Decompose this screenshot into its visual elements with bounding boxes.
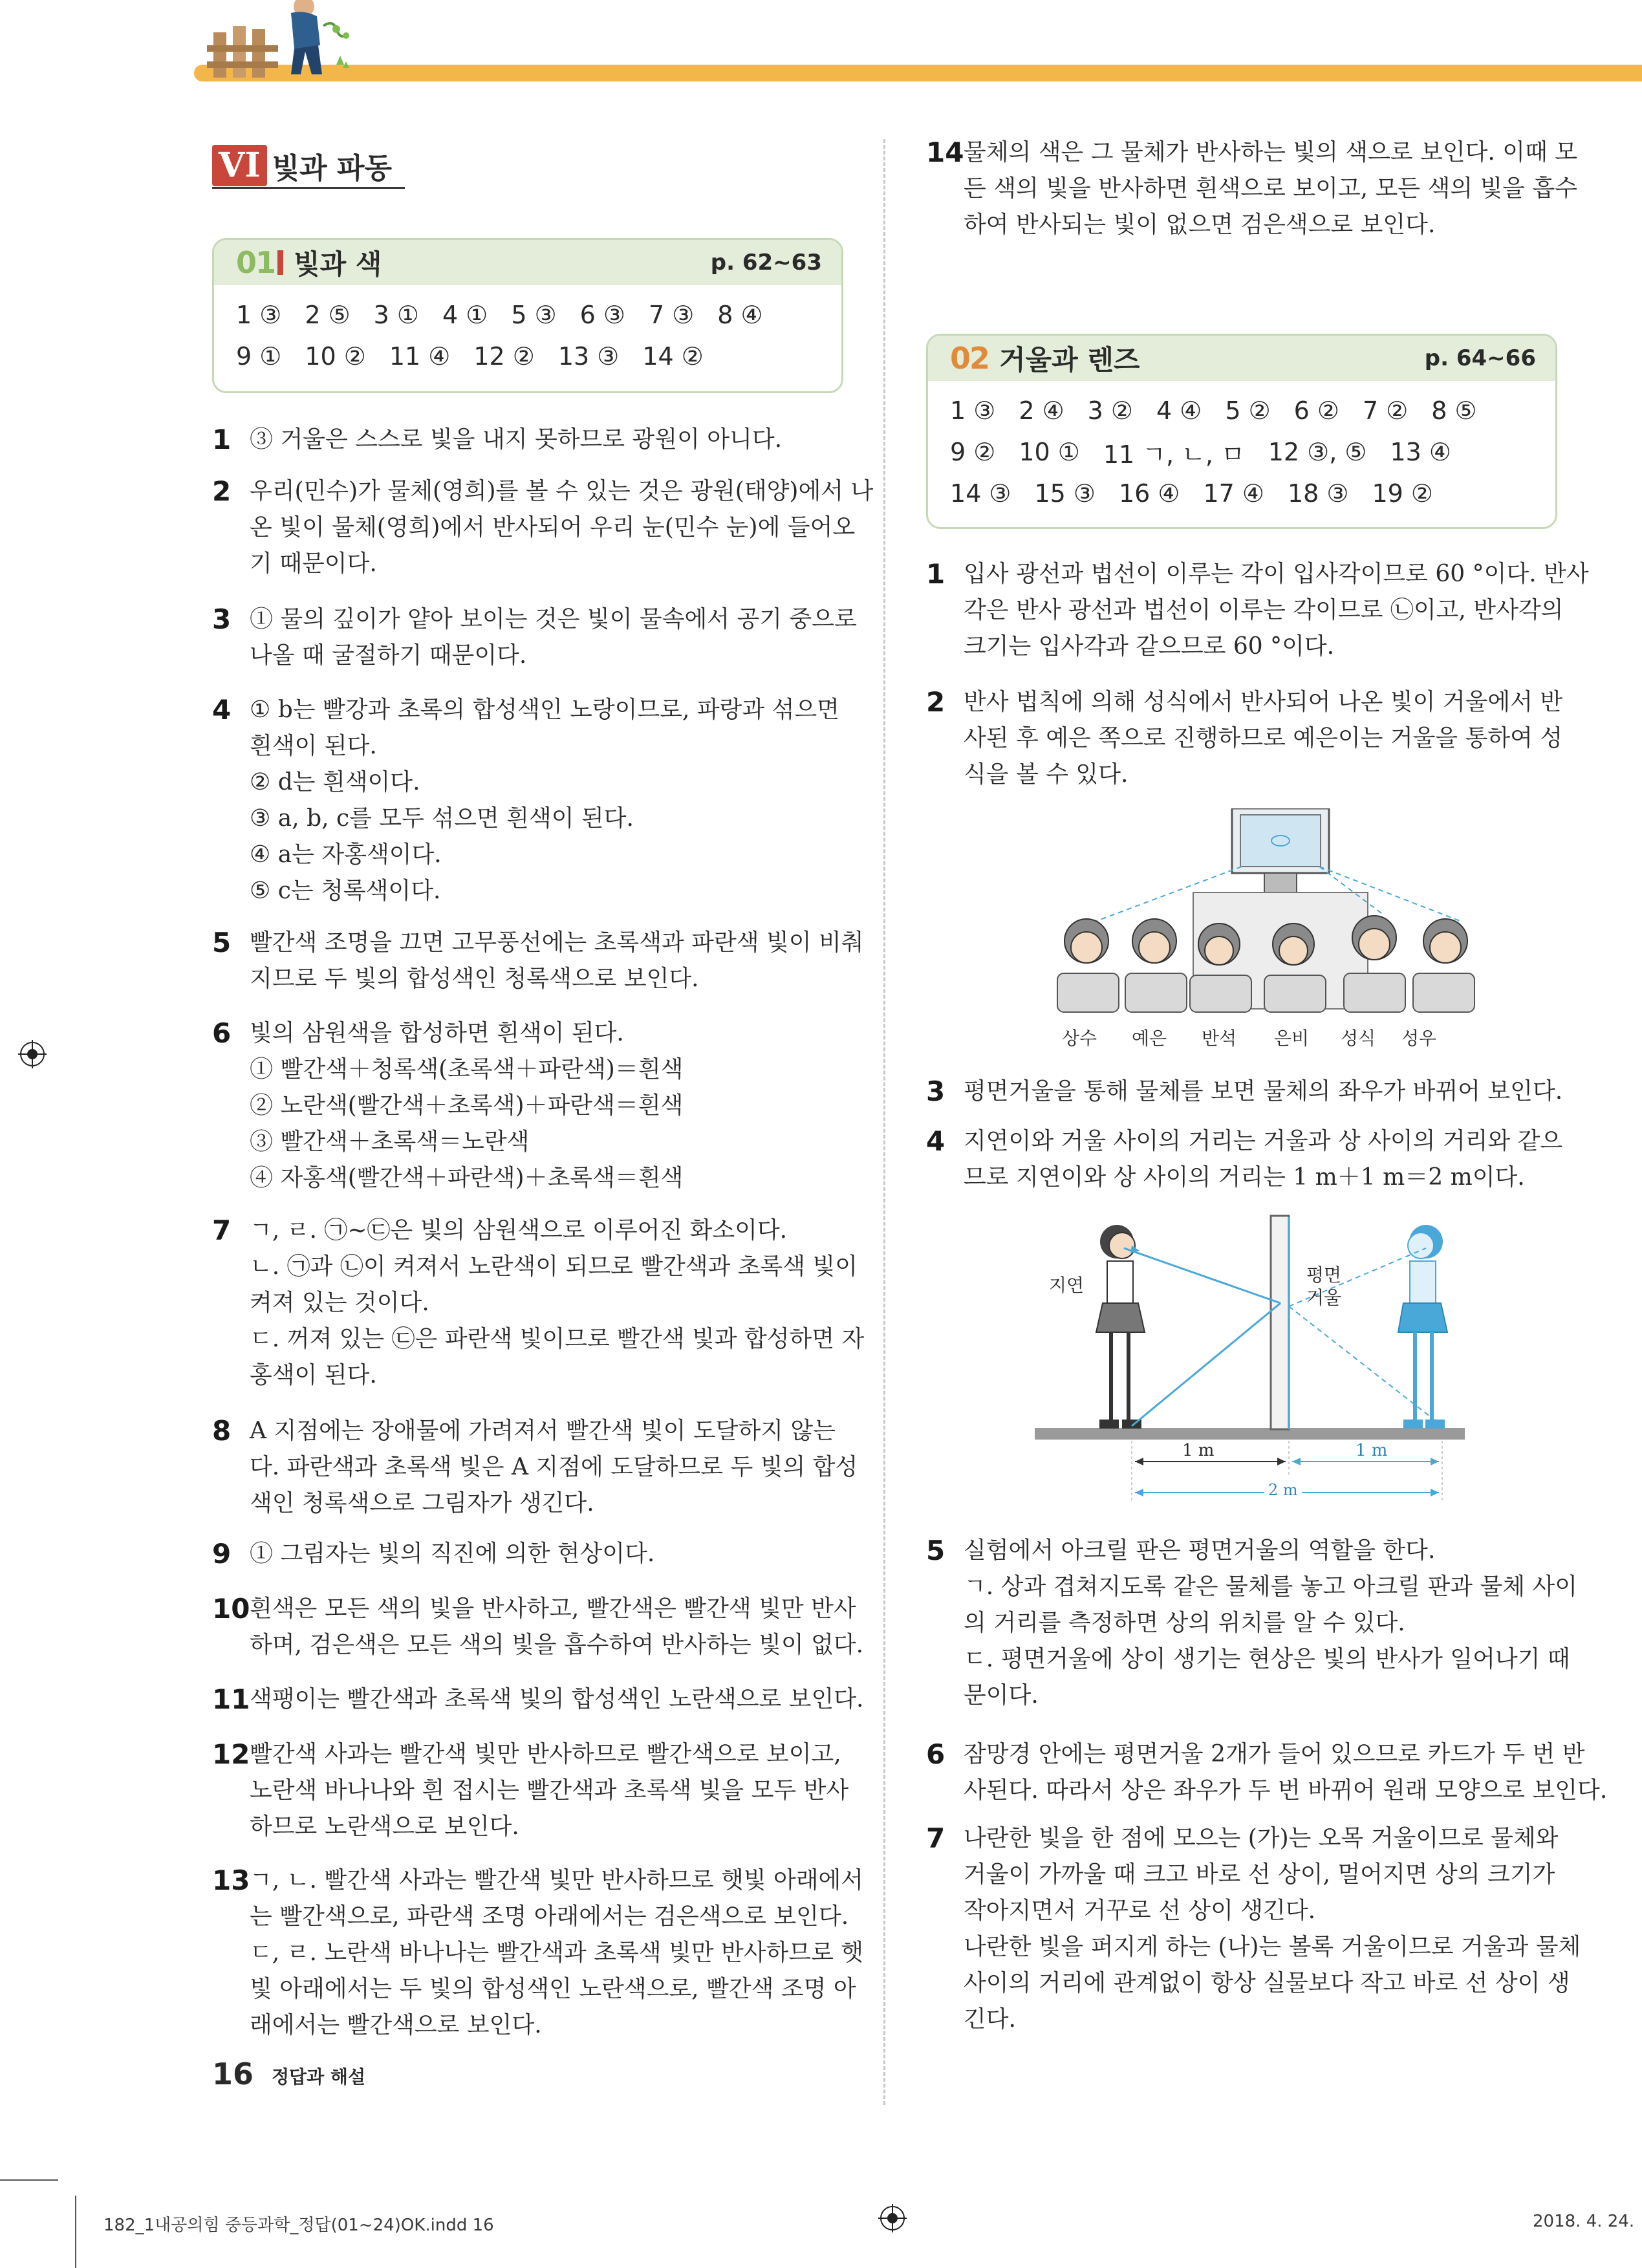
section-badge: VI — [212, 145, 267, 186]
explanation-item — [212, 925, 864, 997]
figure-label-2: 예은 — [1132, 1028, 1167, 1049]
explanation-item — [212, 601, 857, 674]
unit-number-bar — [277, 250, 283, 275]
explanation-item — [926, 135, 1578, 243]
explanation-text — [250, 925, 864, 997]
answer-item: 1 ③ — [950, 396, 996, 425]
explanation-line: ③ 빨간색＋초록색＝노란색 — [250, 1129, 530, 1155]
page-number: 16 — [212, 2057, 254, 2091]
distance-label-1: 1 m — [1178, 1441, 1218, 1460]
explanation-item — [212, 473, 874, 582]
explanation-line: 작아지면서 거꾸로 선 상이 생긴다. — [964, 1897, 1316, 1924]
explanation-number: 4 — [212, 694, 232, 726]
explanation-line: 의 거리를 측정하면 상의 위치를 알 수 있다. — [964, 1610, 1405, 1636]
explanation-number: 1 — [212, 424, 232, 455]
explanation-line: 하므로 노란색으로 보인다. — [250, 1813, 519, 1840]
figure-label-6: 성우 — [1401, 1028, 1437, 1049]
explanation-item — [212, 1413, 858, 1522]
explanation-text — [964, 1533, 1578, 1714]
explanation-line: 문이다. — [964, 1682, 1039, 1709]
explanation-number: 9 — [212, 1538, 232, 1570]
explanation-line: 입사 광선과 법선이 이루는 각이 입사각이므로 60 °이다. 반사 — [964, 561, 1589, 587]
answer-row — [950, 431, 1533, 473]
explanation-item — [926, 1533, 1578, 1714]
answer-item: 7 ② — [1362, 396, 1409, 425]
explanation-line: 식을 볼 수 있다. — [964, 761, 1129, 788]
explanation-text — [964, 556, 1589, 665]
explanation-line: 각은 반사 광선과 법선이 이루는 각이므로 ㉡이고, 반사각의 — [964, 597, 1564, 623]
explanation-number: 11 — [212, 1683, 250, 1715]
explanation-item — [212, 1015, 852, 1196]
answer-box-header — [928, 336, 1555, 381]
explanation-line: 켜져 있는 것이다. — [250, 1290, 429, 1316]
unit-number: 01 — [236, 245, 275, 280]
answer-item: 12 ③, ⑤ — [1268, 438, 1367, 466]
explanation-text — [964, 1820, 1581, 2038]
explanation-line: 래에서는 빨간색으로 보인다. — [250, 2012, 542, 2038]
answer-item: 10 ① — [1019, 438, 1080, 466]
answer-item: 9 ② — [950, 438, 996, 466]
explanation-line: 잠망경 안에는 평면거울 2개가 들어 있으므로 카드가 두 번 반 — [964, 1741, 1585, 1767]
explanation-line: A 지점에는 장애물에 가려져서 빨간색 빛이 도달하지 않는 — [250, 1418, 836, 1444]
answer-item: 6 ② — [1293, 396, 1339, 425]
answer-item: 2 ④ — [1019, 396, 1064, 425]
explanation-item — [926, 1123, 1566, 1196]
gardener-illustration — [259, 0, 356, 78]
answer-item: 4 ④ — [1156, 396, 1202, 425]
explanation-item — [926, 556, 1589, 665]
plane-mirror-figure — [1028, 1203, 1481, 1500]
explanation-number: 3 — [926, 1075, 945, 1107]
explanation-number: 3 — [212, 603, 232, 635]
explanation-line: 노란색 바나나와 흰 접시는 빨간색과 초록색 빛을 모두 반사 — [250, 1777, 849, 1804]
distance-label-2: 1 m — [1352, 1441, 1391, 1460]
explanation-line: ① b는 빨강과 초록의 합성색인 노랑이므로, 파랑과 섞으면 — [250, 697, 839, 723]
answer-item: 14 ③ — [950, 479, 1011, 508]
date-info: 2018. 4. 24. — [1533, 2212, 1635, 2231]
figure-label-4: 은비 — [1274, 1028, 1310, 1049]
explanation-number: 6 — [212, 1017, 232, 1049]
explanation-number: 5 — [212, 927, 232, 958]
explanation-text — [250, 1681, 864, 1718]
explanation-item — [926, 1736, 1608, 1809]
explanation-text — [964, 1123, 1566, 1196]
explanation-line: ④ a는 자홍색이다. — [250, 841, 442, 868]
answer-item: 18 ③ — [1288, 479, 1349, 508]
explanation-text — [250, 473, 874, 582]
explanation-text — [250, 601, 857, 674]
unit-pages: p. 62~63 — [710, 250, 822, 275]
explanation-number: 8 — [212, 1415, 232, 1447]
crop-mark — [75, 2196, 76, 2268]
explanation-line: 하여 반사되는 빛이 없으면 검은색으로 보인다. — [964, 211, 1436, 238]
explanation-text — [964, 1074, 1566, 1110]
explanation-number: 13 — [212, 1864, 250, 1896]
answer-box-01 — [212, 238, 843, 393]
explanation-number: 1 — [926, 558, 945, 590]
explanation-line: 평면거울을 통해 물체를 보면 물체의 좌우가 바뀌어 보인다. — [964, 1078, 1563, 1105]
explanation-text — [964, 1736, 1608, 1809]
explanation-line: 빨간색 사과는 빨간색 빛만 반사하므로 빨간색으로 보이고, — [250, 1741, 841, 1767]
answer-item: 17 ④ — [1203, 479, 1264, 508]
answer-item: 10 ② — [305, 342, 366, 371]
answer-item: 4 ① — [442, 301, 488, 329]
explanation-text — [250, 692, 852, 909]
crop-mark — [0, 2179, 58, 2181]
explanation-item — [212, 1736, 852, 1845]
unit-title: 빛과 색 — [294, 248, 382, 280]
person-label: 지연 — [1049, 1275, 1085, 1296]
explanation-line: ② 노란색(빨간색＋초록색)＋파란색＝흰색 — [250, 1092, 684, 1119]
explanation-line: 므로 지연이와 상 사이의 거리는 1 m＋1 m＝2 m이다. — [964, 1164, 1525, 1191]
answer-box-header — [214, 240, 841, 285]
answer-item: 8 ⑤ — [1431, 396, 1477, 425]
explanation-item — [926, 1820, 1581, 2038]
explanation-line: 사된 후 예은 쪽으로 진행하므로 예은이는 거울을 통하여 성 — [964, 725, 1563, 751]
explanation-line: ㄷ. 꺼져 있는 ㉢은 파란색 빛이므로 빨간색 빛과 합성하면 자 — [250, 1326, 865, 1352]
answer-row — [236, 336, 819, 377]
explanation-text — [250, 1536, 852, 1572]
explanation-line: 나올 때 굴절하기 때문이다. — [250, 642, 527, 669]
explanation-line: 나란한 빛을 퍼지게 하는 (나)는 볼록 거울이므로 거울과 물체 — [964, 1934, 1581, 1960]
answer-item: 11 ④ — [389, 342, 451, 371]
registration-mark-icon — [18, 1040, 47, 1068]
explanation-line: 온 빛이 물체(영희)에서 반사되어 우리 눈(민수 눈)에 들어오 — [250, 514, 856, 541]
figure-label-5: 성식 — [1341, 1028, 1376, 1049]
explanation-text — [250, 1736, 852, 1845]
answer-item: 5 ③ — [511, 301, 557, 329]
answer-item: 3 ② — [1087, 396, 1133, 425]
explanation-line: 하며, 검은색은 모든 색의 빛을 흡수하여 반사하는 빛이 없다. — [250, 1632, 864, 1658]
explanation-line: 는 빨간색으로, 파란색 조명 아래에서는 검은색으로 보인다. — [250, 1903, 849, 1930]
explanation-line: ㄷ. 평면거울에 상이 생기는 현상은 빛의 반사가 일어나기 때 — [964, 1646, 1570, 1672]
registration-mark-icon — [878, 2204, 907, 2232]
explanation-number: 2 — [926, 686, 945, 718]
answer-item: 12 ② — [473, 342, 535, 371]
answer-item: 14 ② — [642, 342, 704, 371]
mirror-label-line1: 평면 — [1306, 1264, 1342, 1286]
answer-item: 2 ⑤ — [305, 301, 351, 329]
explanation-number: 4 — [926, 1125, 945, 1157]
page-label: 정답과 해설 — [272, 2066, 365, 2088]
answer-row — [236, 294, 819, 336]
explanation-number: 10 — [212, 1593, 250, 1625]
explanation-number: 5 — [926, 1535, 945, 1566]
explanation-item — [212, 1591, 864, 1663]
header-bar — [194, 65, 1642, 81]
explanation-line: 빨간색 조명을 끄면 고무풍선에는 초록색과 파란색 빛이 비춰 — [250, 929, 864, 956]
answer-item: 5 ② — [1225, 396, 1271, 425]
explanation-line: 빛의 삼원색을 합성하면 흰색이 된다. — [250, 1020, 624, 1046]
explanation-item — [212, 692, 852, 909]
explanation-line: 홍색이 된다. — [250, 1362, 377, 1388]
answer-item: 9 ① — [236, 342, 282, 371]
explanation-item — [926, 684, 1566, 793]
explanation-item — [212, 1863, 864, 2044]
explanation-line: 지연이와 거울 사이의 거리는 거울과 상 사이의 거리와 같으 — [964, 1128, 1563, 1154]
explanation-text — [250, 1591, 864, 1663]
explanation-text — [250, 1015, 852, 1196]
answer-box-02 — [926, 334, 1557, 529]
explanation-line: 거울이 가까울 때 크고 바로 선 상이, 멀어지면 상의 크기가 — [964, 1861, 1555, 1888]
explanation-number: 2 — [212, 475, 232, 507]
answer-item: 7 ③ — [648, 301, 695, 329]
answer-item: 6 ③ — [579, 301, 625, 329]
explanation-line: 흰색이 된다. — [250, 733, 377, 759]
figure-label-3: 반석 — [1202, 1028, 1237, 1049]
explanation-item — [212, 1213, 865, 1394]
explanation-line: ③ a, b, c를 모두 섞으면 흰색이 된다. — [250, 805, 634, 832]
explanation-item — [212, 422, 852, 458]
answer-row — [950, 390, 1533, 431]
answer-item: 11 ㄱ, ㄴ, ㅁ — [1103, 440, 1245, 469]
explanation-line: 다. 파란색과 초록색 빛은 A 지점에 도달하므로 두 빛의 합성 — [250, 1454, 858, 1480]
section-title — [212, 144, 405, 189]
explanation-line: ③ 거울은 스스로 빛을 내지 못하므로 광원이 아니다. — [250, 426, 783, 453]
explanation-line: 우리(민수)가 물체(영희)를 볼 수 있는 것은 광원(태양)에서 나 — [250, 478, 874, 504]
explanation-item — [212, 1681, 864, 1718]
answer-item: 13 ③ — [557, 342, 620, 371]
explanation-text — [250, 1213, 865, 1394]
section-title-text: 빛과 파동 — [272, 151, 393, 185]
explanation-line: 색팽이는 빨간색과 초록색 빛의 합성색인 노란색으로 보인다. — [250, 1686, 864, 1712]
explanation-number: 7 — [212, 1215, 232, 1246]
explanation-line: ① 빨간색＋청록색(초록색＋파란색)＝흰색 — [250, 1056, 684, 1083]
answer-item: 16 ④ — [1119, 479, 1180, 508]
answer-list — [928, 381, 1555, 521]
explanation-line: ① 물의 깊이가 얕아 보이는 것은 빛이 물속에서 공기 중으로 — [250, 606, 857, 632]
mirror-audience-figure — [1048, 808, 1487, 1022]
explanation-number: 14 — [926, 136, 964, 168]
explanation-line: 실험에서 아크릴 판은 평면거울의 역할을 한다. — [964, 1537, 1436, 1564]
answer-item: 19 ② — [1372, 479, 1433, 508]
explanation-line: 반사 법칙에 의해 성식에서 반사되어 나온 빛이 거울에서 반 — [964, 689, 1563, 715]
explanation-line: 든 색의 빛을 반사하면 흰색으로 보이고, 모든 색의 빛을 흡수 — [964, 175, 1578, 202]
explanation-line: 긴다. — [964, 2006, 1016, 2033]
explanation-number: 7 — [926, 1822, 945, 1854]
explanation-text — [250, 1413, 858, 1522]
explanation-line: ② d는 흰색이다. — [250, 769, 420, 795]
explanation-line: ㄱ. 상과 겹쳐지도록 같은 물체를 놓고 아크릴 판과 물체 사이 — [964, 1573, 1578, 1600]
distance-label-total: 2 m — [1264, 1481, 1302, 1499]
answer-list — [214, 285, 841, 383]
answer-row — [950, 473, 1533, 514]
explanation-line: ① 그림자는 빛의 직진에 의한 현상이다. — [250, 1540, 655, 1567]
explanation-line: ㄱ, ㄹ. ㉠~㉢은 빛의 삼원색으로 이루어진 화소이다. — [250, 1217, 788, 1244]
explanation-line: 기 때문이다. — [250, 550, 377, 577]
explanation-item — [212, 1536, 852, 1572]
explanation-line: 흰색은 모든 색의 빛을 반사하고, 빨간색은 빨간색 빛만 반사 — [250, 1595, 856, 1622]
explanation-line: 나란한 빛을 한 점에 모으는 (가)는 오목 거울이므로 물체와 — [964, 1825, 1559, 1852]
explanation-line: 물체의 색은 그 물체가 반사하는 빛의 색으로 보인다. 이때 모 — [964, 139, 1578, 166]
unit-title: 거울과 렌즈 — [999, 344, 1140, 376]
explanation-line: 사이의 거리에 관계없이 항상 실물보다 작고 바로 선 상이 생 — [964, 1970, 1570, 1996]
explanation-number: 6 — [926, 1738, 945, 1770]
explanation-line: ㄱ, ㄴ. 빨간색 사과는 빨간색 빛만 반사하므로 햇빛 아래에서 — [250, 1867, 864, 1894]
explanation-item — [926, 1074, 1566, 1110]
answer-item: 3 ① — [373, 301, 419, 329]
explanation-line: ㄴ. ㉠과 ㉡이 켜져서 노란색이 되므로 빨간색과 초록색 빛이 — [250, 1253, 858, 1280]
explanation-line: ⑤ c는 청록색이다. — [250, 878, 441, 904]
explanation-line: ㄷ, ㄹ. 노란색 바나나는 빨간색과 초록색 빛만 반사하므로 햇 — [250, 1939, 864, 1966]
answer-item: 8 ④ — [717, 301, 763, 329]
explanation-line: ④ 자홍색(빨간색＋파란색)＋초록색＝흰색 — [250, 1165, 684, 1191]
explanation-text — [964, 135, 1578, 243]
unit-pages: p. 64~66 — [1424, 345, 1536, 371]
explanation-text — [250, 422, 852, 458]
answer-item: 15 ③ — [1034, 479, 1096, 508]
unit-number: 02 — [950, 341, 989, 376]
explanation-number: 12 — [212, 1738, 250, 1770]
figure-label-1: 상수 — [1062, 1028, 1097, 1049]
explanation-line: 사된다. 따라서 상은 좌우가 두 번 바뀌어 원래 모양으로 보인다. — [964, 1777, 1608, 1804]
explanation-line: 빛 아래에서는 두 빛의 합성색인 노란색으로, 빨간색 조명 아 — [250, 1976, 856, 2002]
mirror-label-line2: 거울 — [1306, 1287, 1342, 1308]
explanation-text — [964, 684, 1566, 793]
explanation-line: 색인 청록색으로 그림자가 생긴다. — [250, 1490, 594, 1517]
file-info: 182_1내공의힘 중등과학_정답(01~24)OK.indd 16 — [103, 2216, 494, 2235]
answer-item: 1 ③ — [236, 301, 282, 329]
explanation-text — [250, 1863, 864, 2044]
column-divider — [883, 139, 885, 2105]
answer-item: 13 ④ — [1390, 438, 1451, 466]
explanation-line: 지므로 두 빛의 합성색인 청록색으로 보인다. — [250, 966, 699, 992]
explanation-line: 크기는 입사각과 같으므로 60 °이다. — [964, 633, 1335, 660]
